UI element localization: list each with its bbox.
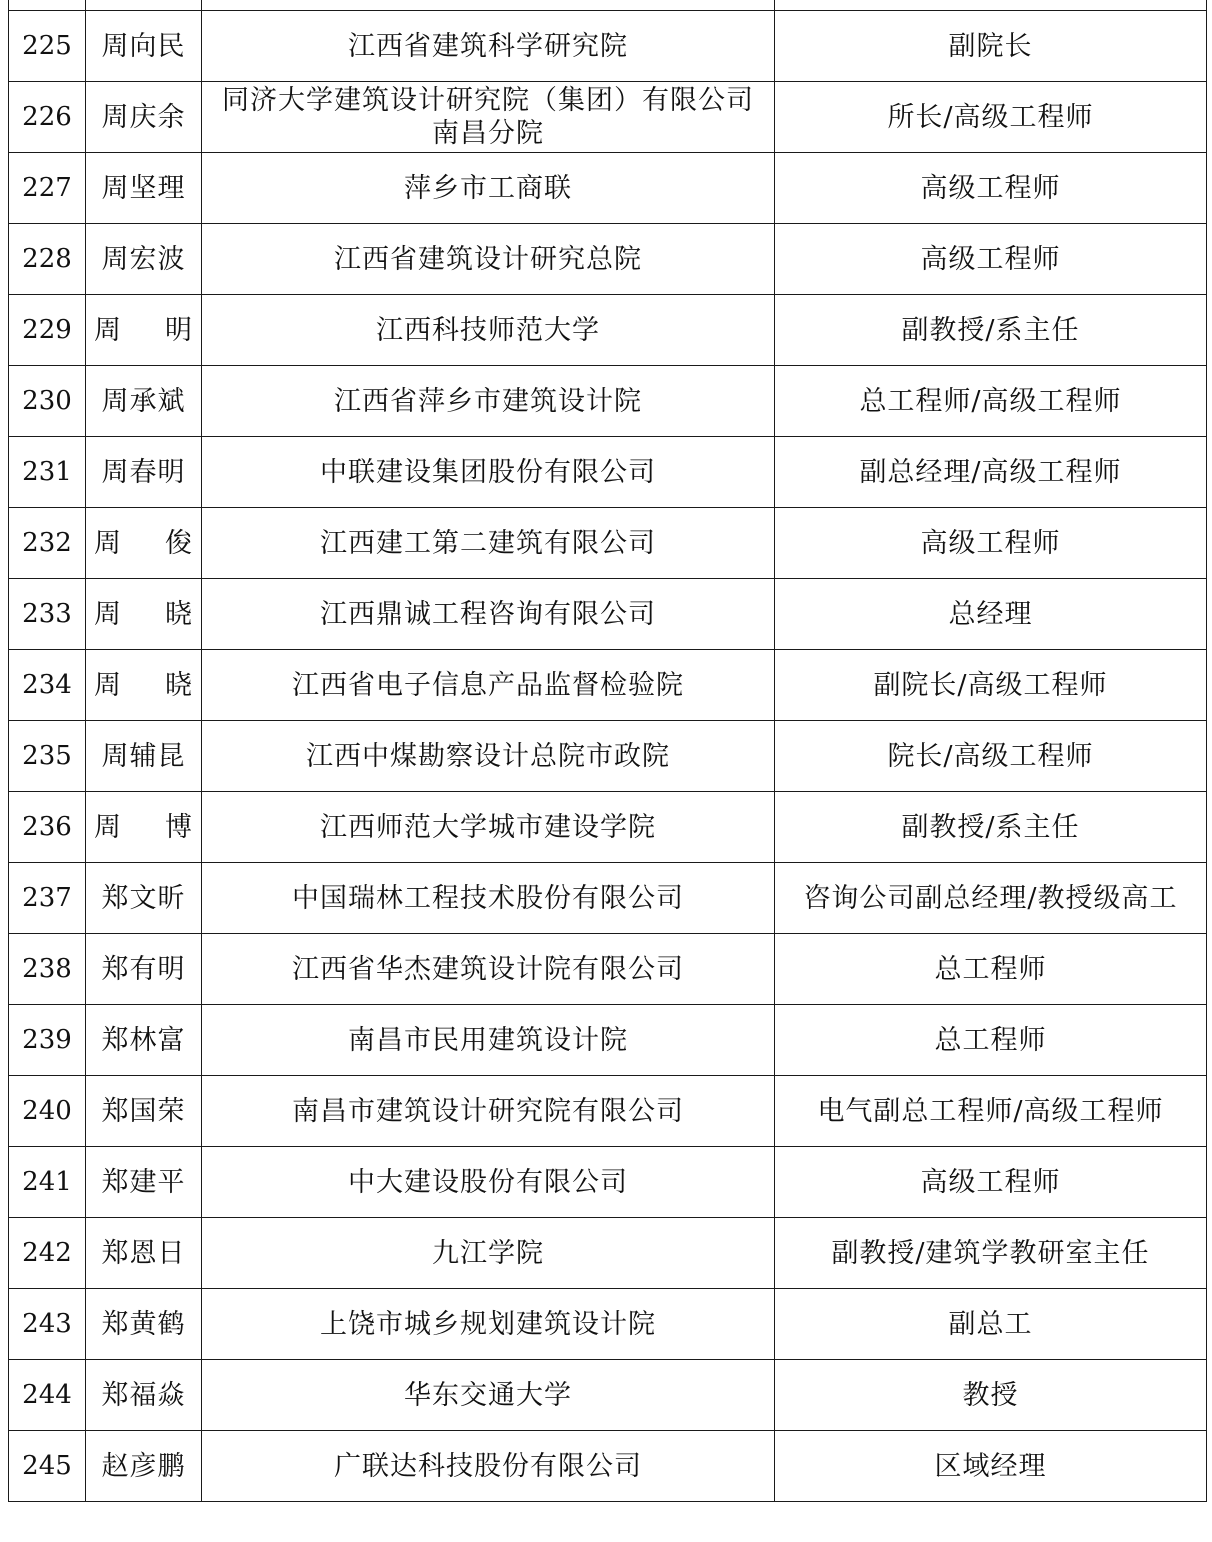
organization-cell [202, 1289, 775, 1360]
organization-line: 江西中煤勘察设计总院市政院 [306, 740, 670, 772]
table-row [9, 650, 1207, 721]
table-row [9, 224, 1207, 295]
organization-cell [202, 153, 775, 224]
job-title-cell: 副教授/系主任 [775, 792, 1207, 863]
organization-line: 中大建设股份有限公司 [348, 1166, 628, 1198]
row-number-cell: 229 [9, 295, 86, 366]
job-title-cell: 教授 [775, 1360, 1207, 1431]
job-title-cell: 副教授/系主任 [775, 295, 1207, 366]
organization-cell [202, 437, 775, 508]
organization-line: 江西省电子信息产品监督检验院 [292, 669, 684, 701]
organization-line: 广联达科技股份有限公司 [334, 1450, 642, 1482]
row-number-cell: 235 [9, 721, 86, 792]
job-title-cell: 电气副总工程师/高级工程师 [775, 1076, 1207, 1147]
job-title-cell: 总工程师 [775, 1005, 1207, 1076]
row-number-cell: 232 [9, 508, 86, 579]
table-row [9, 1218, 1207, 1289]
table-row [9, 1360, 1207, 1431]
person-name-cell: 周承斌 [86, 366, 202, 437]
job-title-cell: 咨询公司副总经理/教授级高工 [775, 863, 1207, 934]
person-name-cell: 周 晓 [86, 650, 202, 721]
job-title-cell: 副院长 [775, 11, 1207, 82]
table-row [9, 437, 1207, 508]
organization-cell [202, 650, 775, 721]
row-number-cell: 238 [9, 934, 86, 1005]
job-title-cell: 总工程师 [775, 934, 1207, 1005]
person-name-cell: 周春明 [86, 437, 202, 508]
table-row [9, 934, 1207, 1005]
job-title-cell: 高级工程师 [775, 153, 1207, 224]
table-row [9, 1005, 1207, 1076]
organization-cell [202, 295, 775, 366]
organization-line: 江西省萍乡市建筑设计院 [334, 385, 642, 417]
job-title-cell: 副教授/建筑学教研室主任 [775, 1218, 1207, 1289]
table-row [9, 863, 1207, 934]
row-number-cell: 228 [9, 224, 86, 295]
table-row [9, 1147, 1207, 1218]
organization-line: 萍乡市工商联 [404, 172, 572, 204]
row-number-cell: 226 [9, 82, 86, 153]
organization-cell [202, 1005, 775, 1076]
job-title-cell: 副院长/高级工程师 [775, 650, 1207, 721]
organization-line: 南昌市民用建筑设计院 [348, 1024, 628, 1056]
organization-cell [202, 1147, 775, 1218]
person-name-cell: 周庆余 [86, 82, 202, 153]
table-row [9, 0, 1207, 11]
organization-line: 华东交通大学 [404, 1379, 572, 1411]
organization-line: 南昌市建筑设计研究院有限公司 [292, 1095, 684, 1127]
row-number-cell: 243 [9, 1289, 86, 1360]
organization-cell [202, 792, 775, 863]
organization-cell [202, 863, 775, 934]
table-row [9, 792, 1207, 863]
person-name-cell: 周 俊 [86, 508, 202, 579]
person-name-cell: 周 晓 [86, 579, 202, 650]
table-row [9, 1289, 1207, 1360]
person-name-cell: 郑国荣 [86, 1076, 202, 1147]
row-number-cell: 225 [9, 11, 86, 82]
row-number-cell: 234 [9, 650, 86, 721]
person-name-cell: 郑福焱 [86, 1360, 202, 1431]
organization-line: 上饶市城乡规划建筑设计院 [320, 1308, 656, 1340]
organization-cell [202, 1431, 775, 1502]
row-number-cell: 239 [9, 1005, 86, 1076]
person-name-cell: 郑有明 [86, 934, 202, 1005]
job-title-cell: 副总工 [775, 1289, 1207, 1360]
table-row [9, 508, 1207, 579]
row-number-cell: 231 [9, 437, 86, 508]
table-row [9, 1431, 1207, 1502]
person-name-cell: 赵彦鹏 [86, 1431, 202, 1502]
table-row [9, 82, 1207, 153]
organization-cell [202, 1218, 775, 1289]
row-number-cell: 242 [9, 1218, 86, 1289]
organization-line: 中联建设集团股份有限公司 [320, 456, 656, 488]
row-number-cell [9, 0, 86, 11]
job-title-cell: 高级工程师 [775, 1147, 1207, 1218]
organization-cell [202, 934, 775, 1005]
table-row [9, 11, 1207, 82]
person-name-cell: 周宏波 [86, 224, 202, 295]
organization-line: 江西师范大学城市建设学院 [320, 811, 656, 843]
expert-roster-table [8, 0, 1207, 1502]
person-name-cell: 郑恩日 [86, 1218, 202, 1289]
row-number-cell: 227 [9, 153, 86, 224]
organization-line: 江西省建筑科学研究院 [348, 30, 628, 62]
job-title-cell: 高级工程师 [775, 508, 1207, 579]
person-name-cell: 郑建平 [86, 1147, 202, 1218]
row-number-cell: 240 [9, 1076, 86, 1147]
organization-line: 江西省建筑设计研究总院 [334, 243, 642, 275]
organization-line: 江西科技师范大学 [376, 314, 600, 346]
job-title-cell: 所长/高级工程师 [775, 82, 1207, 153]
person-name-cell: 郑文昕 [86, 863, 202, 934]
organization-line: 江西建工第二建筑有限公司 [320, 527, 656, 559]
row-number-cell: 245 [9, 1431, 86, 1502]
organization-cell [202, 366, 775, 437]
organization-line: 同济大学建筑设计研究院（集团）有限公司 [222, 85, 754, 116]
organization-cell [202, 1360, 775, 1431]
person-name-cell: 周向民 [86, 11, 202, 82]
organization-cell [202, 508, 775, 579]
table-row [9, 366, 1207, 437]
organization-line: 江西省华杰建筑设计院有限公司 [292, 953, 684, 985]
row-number-cell: 230 [9, 366, 86, 437]
person-name-cell: 周坚理 [86, 153, 202, 224]
table-row [9, 153, 1207, 224]
organization-cell [202, 579, 775, 650]
person-name-cell: 周辅昆 [86, 721, 202, 792]
person-name-cell: 周 明 [86, 295, 202, 366]
person-name-cell: 郑黄鹤 [86, 1289, 202, 1360]
table-row [9, 579, 1207, 650]
table-row [9, 1076, 1207, 1147]
organization-line: 南昌分院 [432, 118, 544, 149]
organization-cell [202, 82, 775, 153]
organization-cell [202, 721, 775, 792]
job-title-cell [775, 0, 1207, 11]
organization-line: 中国瑞林工程技术股份有限公司 [292, 882, 684, 914]
job-title-cell: 总经理 [775, 579, 1207, 650]
organization-cell [202, 1076, 775, 1147]
job-title-cell: 总工程师/高级工程师 [775, 366, 1207, 437]
organization-cell [202, 11, 775, 82]
job-title-cell: 高级工程师 [775, 224, 1207, 295]
job-title-cell: 副总经理/高级工程师 [775, 437, 1207, 508]
organization-line: 九江学院 [432, 1237, 544, 1269]
row-number-cell: 233 [9, 579, 86, 650]
row-number-cell: 236 [9, 792, 86, 863]
table-row [9, 295, 1207, 366]
organization-line: 江西鼎诚工程咨询有限公司 [320, 598, 656, 630]
job-title-cell: 院长/高级工程师 [775, 721, 1207, 792]
person-name-cell: 周 博 [86, 792, 202, 863]
person-name-cell: 郑林富 [86, 1005, 202, 1076]
roster-body [9, 0, 1207, 1502]
row-number-cell: 241 [9, 1147, 86, 1218]
row-number-cell: 237 [9, 863, 86, 934]
row-number-cell: 244 [9, 1360, 86, 1431]
organization-cell [202, 0, 775, 11]
job-title-cell: 区域经理 [775, 1431, 1207, 1502]
person-name-cell [86, 0, 202, 11]
organization-cell [202, 224, 775, 295]
table-row [9, 721, 1207, 792]
